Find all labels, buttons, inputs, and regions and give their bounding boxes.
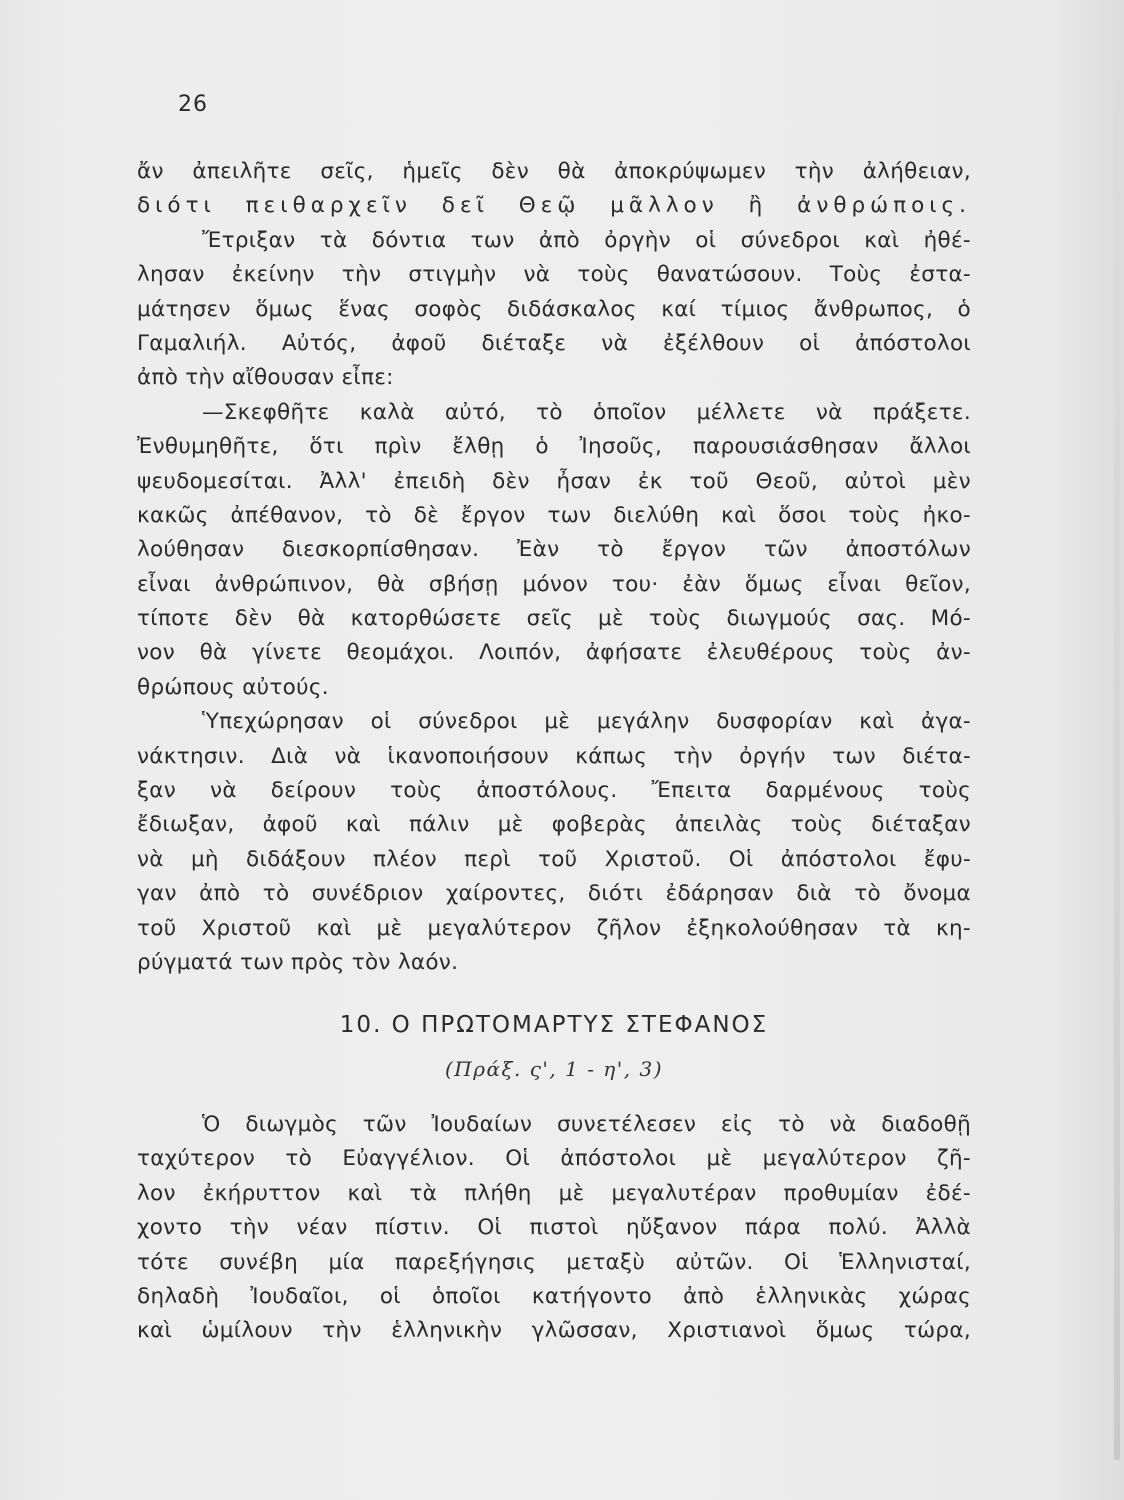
text-block-lower	[137, 1108, 971, 1349]
text-line: καὶ ὡμίλουν τὴν ἑλληνικὴν γλῶσσαν, Χριστιανοὶ ὅμως τώρα,	[137, 1318, 971, 1344]
text-line: ξαν νὰ δείρουν τοὺς ἀποστόλους. Ἔπειτα δαρμένους τοὺς	[137, 778, 971, 804]
chapter-title: 10. Ο ΠΡΩΤΟΜΑΡΤΥΣ ΣΤΕΦΑΝΟΣ	[339, 1012, 769, 1038]
text-line: Γαμαλιήλ. Αὐτός, ἀφοῦ διέταξε νὰ ἐξέλθουν οἱ ἀπόστολοι	[137, 330, 971, 356]
text-line: δηλαδὴ Ἰουδαῖοι, οἱ ὁποῖοι κατήγοντο ἀπὸ ἑλληνικὰς χώρας	[137, 1283, 971, 1309]
dialogue-line: —Σκεφθῆτε καλὰ αὐτό, τὸ ὁποῖον μέλλετε νὰ πράξετε.	[202, 399, 971, 425]
text-line: ψευδομεσίται. Ἀλλ' ἐπειδὴ δὲν ἦσαν ἐκ τοῦ Θεοῦ, αὐτοὶ μὲν	[137, 468, 971, 494]
paragraph-start-line: Ὑπεχώρησαν οἱ σύνεδροι μὲ μεγάλην δυσφορίαν καὶ ἀγα-	[202, 709, 971, 735]
text-line: ἔδιωξαν, ἀφοῦ καὶ πάλιν μὲ φοβερὰς ἀπειλὰς τοὺς διέταξαν	[137, 812, 971, 838]
paragraph-start-line: Ἔτριξαν τὰ δόντια των ἀπὸ ὀργὴν οἱ σύνεδροι καὶ ἠθέ-	[202, 227, 971, 253]
text-line: νάκτησιν. Διὰ νὰ ἱκανοποιήσουν κάπως τὴν ὀργήν των διέτα-	[137, 743, 971, 769]
page-number: 26	[178, 92, 208, 117]
text-line: ρύγματά των πρὸς τὸν λαόν.	[137, 949, 459, 975]
text-line: ἄν ἀπειλῆτε σεῖς, ἡμεῖς δὲν θὰ ἀποκρύψωμεν τὴν ἀλήθειαν,	[137, 159, 971, 184]
paragraph-start-line: Ὁ διωγμὸς τῶν Ἰουδαίων συνετέλεσεν εἰς τὸ νὰ διαδοθῇ	[202, 1112, 971, 1137]
text-line: κακῶς ἀπέθανον, τὸ δὲ ἔργον των διελύθη καὶ ὅσοι τοὺς ἠκο-	[137, 502, 971, 528]
text-line: λον ἐκήρυττον καὶ τὰ πλήθη μὲ μεγαλυτέραν προθυμίαν ἐδέ-	[137, 1180, 971, 1206]
text-line: θρώπους αὐτούς.	[137, 674, 329, 700]
text-line: ταχύτερον τὸ Εὐαγγέλιον. Οἱ ἀπόστολοι μὲ μεγαλύτερον ζῆ-	[137, 1146, 971, 1172]
text-line: διότι πειθαρχεῖν δεῖ Θεῷ μᾶλλον ἢ ἀνθρώποις.	[137, 193, 971, 219]
chapter-header	[137, 1003, 971, 1091]
text-line: τότε συνέβη μία παρεξήγησις μεταξὺ αὐτῶν. Οἱ Ἑλληνισταί,	[137, 1249, 971, 1275]
text-line: ἀπὸ τὴν αἴθουσαν εἶπε:	[137, 365, 394, 391]
text-line: γαν ἀπὸ τὸ συνέδριον χαίροντες, διότι ἐδάρησαν διὰ τὸ ὄνομα	[137, 881, 971, 907]
page-edge-shadow	[1114, 40, 1120, 1460]
text-line: τίποτε δὲν θὰ κατορθώσετε σεῖς μὲ τοὺς διωγμούς σας. Μό-	[137, 606, 971, 632]
text-block-upper	[137, 155, 971, 980]
text-line: νὰ μὴ διδάξουν πλέον περὶ τοῦ Χριστοῦ. Οἱ ἀπόστολοι ἔφυ-	[137, 846, 971, 872]
text-line: χοντο τὴν νέαν πίστιν. Οἱ πιστοὶ ηὔξανον πάρα πολύ. Ἀλλὰ	[137, 1215, 971, 1241]
scripture-reference: (Πράξ. ς', 1 - η', 3)	[444, 1057, 664, 1081]
text-line: μάτησεν ὅμως ἕνας σοφὸς διδάσκαλος καί τίμιος ἄνθρωπος, ὁ	[137, 296, 971, 322]
text-line: λούθησαν διεσκορπίσθησαν. Ἐὰν τὸ ἔργον τῶν ἀποστόλων	[137, 537, 971, 563]
text-line: νον θὰ γίνετε θεομάχοι. Λοιπόν, ἀφήσατε ἐλευθέρους τοὺς ἀν-	[137, 640, 971, 666]
text-line: λησαν ἐκείνην τὴν στιγμὴν νὰ τοὺς θανατώσουν. Τοὺς ἐστα-	[137, 262, 971, 288]
text-line: εἶναι ἀνθρώπινον, θὰ σβήσῃ μόνον του· ἐὰν ὅμως εἶναι θεῖον,	[137, 571, 971, 597]
text-line: Ἐνθυμηθῆτε, ὅτι πρὶν ἔλθῃ ὁ Ἰησοῦς, παρουσιάσθησαν ἄλλοι	[137, 434, 971, 460]
text-line: τοῦ Χριστοῦ καὶ μὲ μεγαλύτερον ζῆλον ἐξηκολούθησαν τὰ κη-	[137, 915, 971, 941]
